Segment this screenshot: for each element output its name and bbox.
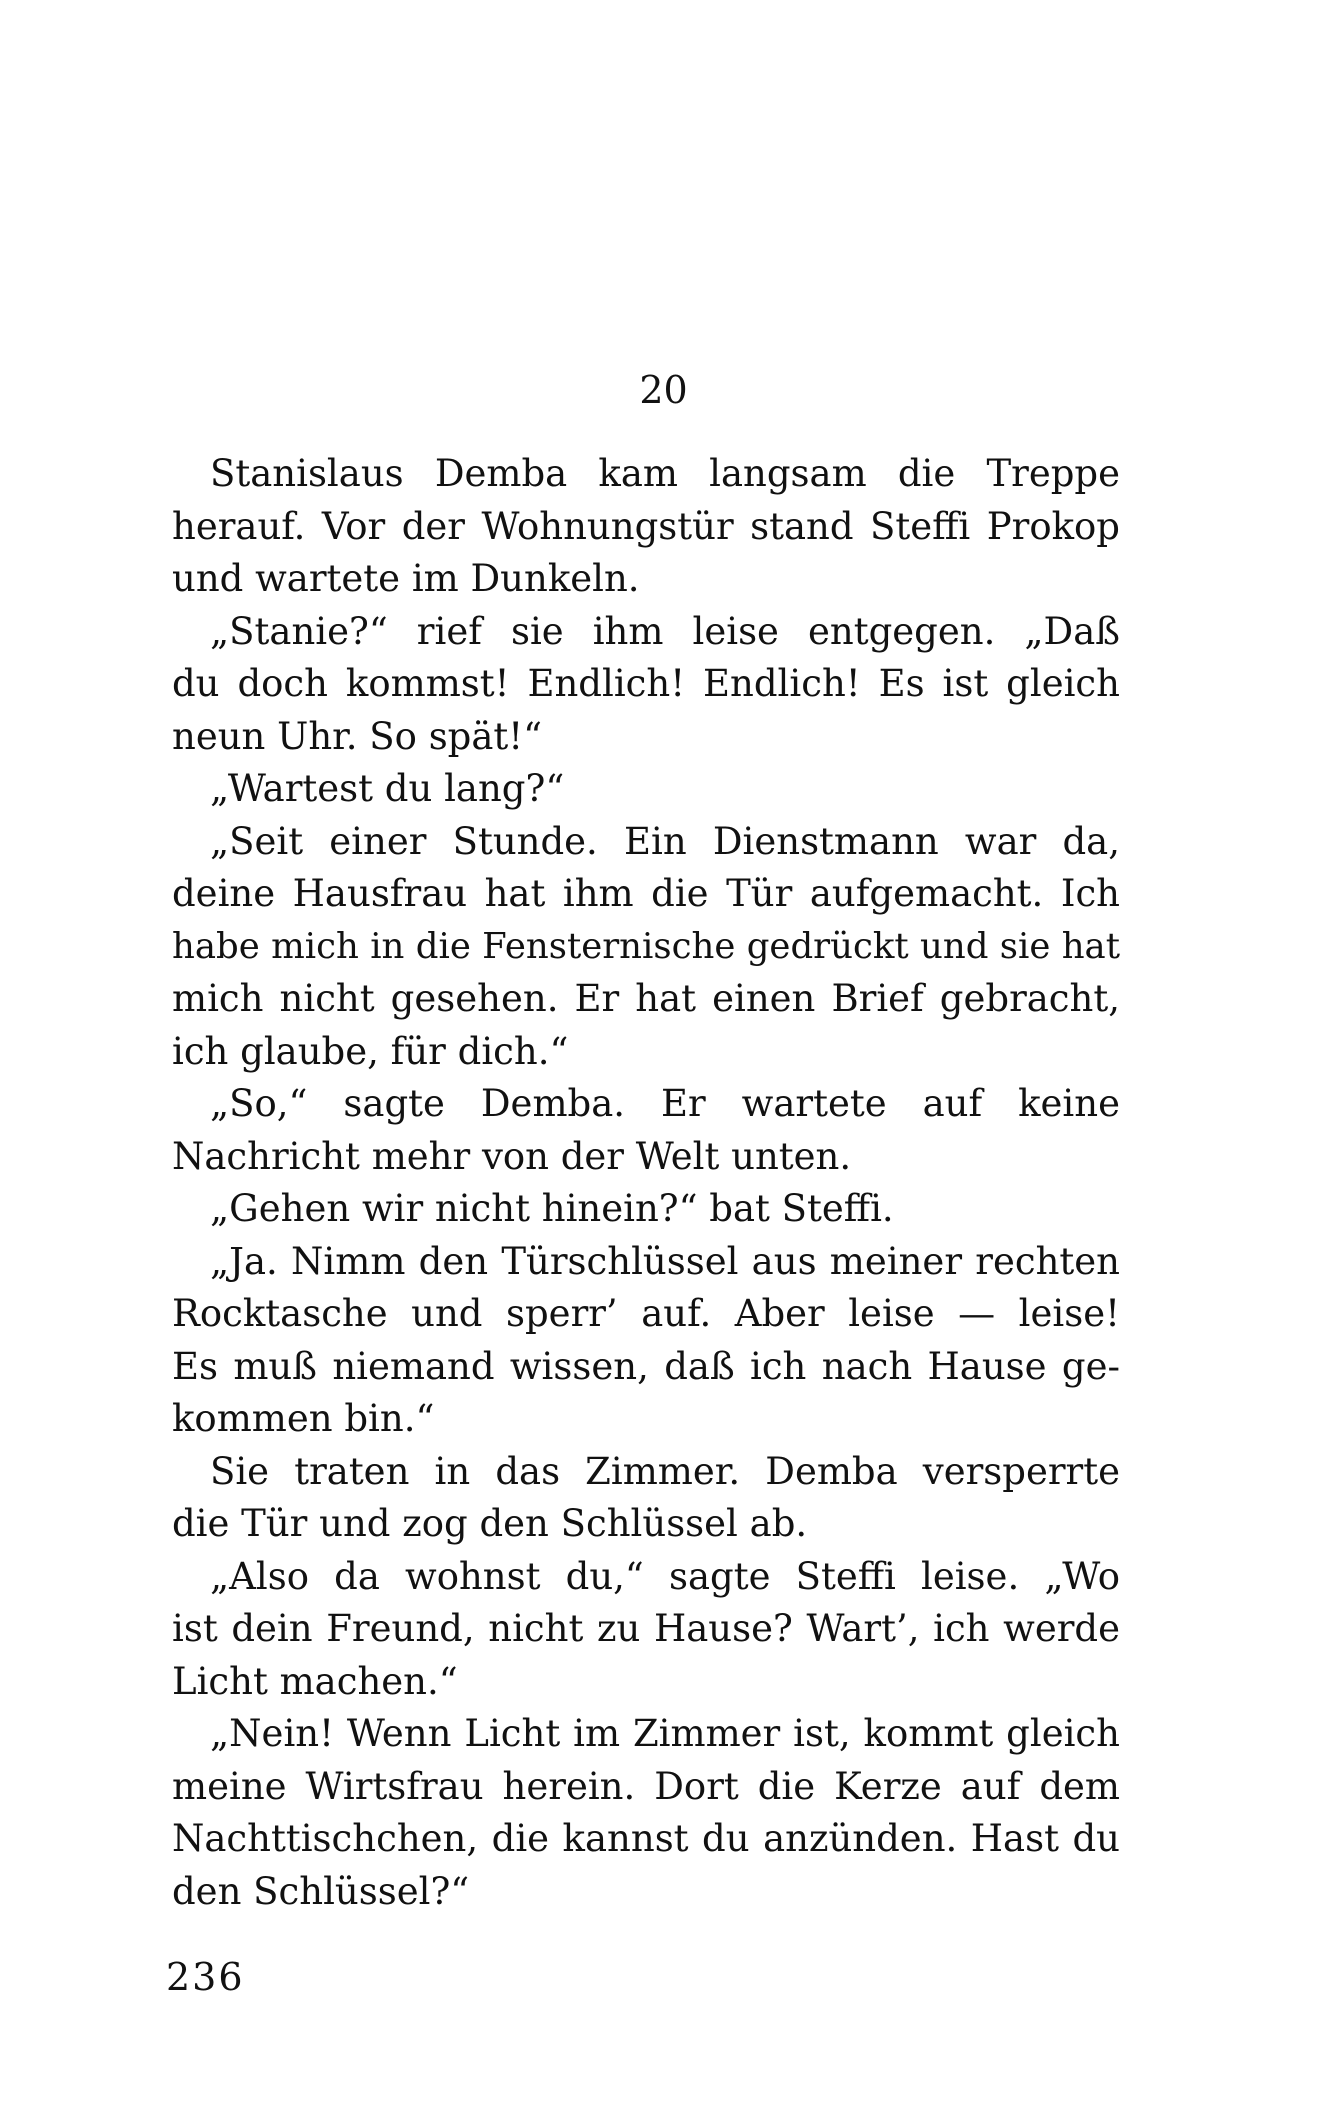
text-line: herauf. Vor der Wohnungstür stand Steffi Prokop	[172, 504, 1120, 548]
text-line: Stanislaus Demba kam langsam die Treppe	[210, 452, 1120, 495]
text-line: Licht machen.“	[172, 1659, 458, 1703]
text-line: Sie traten in das Zimmer. Demba versperrte	[210, 1449, 1120, 1493]
text-line: „Gehen wir nicht hinein?“ bat Steffi.	[210, 1187, 894, 1230]
text-line: „Wartest du lang?“	[210, 767, 565, 810]
page-number: 20	[639, 368, 688, 412]
text-line: ich glaube, für dich.“	[172, 1029, 569, 1073]
text-line: „Also da wohnst du,“ sagte Steffi leise. „Wo	[210, 1554, 1120, 1598]
text-line: neun Uhr. So spät!“	[172, 714, 543, 758]
text-line: „Stanie?“ rief sie ihm leise entgegen. „Daß	[210, 609, 1120, 653]
text-line: du doch kommst! Endlich! Endlich! Es ist gleich	[172, 662, 1120, 705]
text-line: „Seit einer Stunde. Ein Dienstmann war da,	[210, 819, 1120, 863]
text-line: Es muß niemand wissen, daß ich nach Hause ge-	[172, 1344, 1120, 1388]
body-text	[172, 448, 1120, 1918]
text-line: ist dein Freund, nicht zu Hause? Wart’, ich werde	[172, 1607, 1120, 1650]
text-line: „Nein! Wenn Licht im Zimmer ist, kommt gleich	[210, 1712, 1120, 1755]
text-line: deine Hausfrau hat ihm die Tür aufgemacht. Ich	[172, 872, 1120, 915]
text-line: meine Wirtsfrau herein. Dort die Kerze auf dem	[172, 1764, 1120, 1808]
text-line: Nachricht mehr von der Welt unten.	[172, 1134, 852, 1178]
text-line: Nachttischchen, die kannst du anzünden. Hast du	[172, 1817, 1120, 1860]
text-line: „Ja. Nimm den Türschlüssel aus meiner rechten	[210, 1239, 1120, 1283]
text-line: habe mich in die Fensternische gedrückt und sie hat	[172, 925, 1120, 967]
text-line: mich nicht gesehen. Er hat einen Brief gebracht,	[172, 977, 1120, 1020]
text-line: den Schlüssel?“	[172, 1869, 470, 1913]
text-line: die Tür und zog den Schlüssel ab.	[172, 1502, 808, 1545]
text-line: kommen bin.“	[172, 1397, 435, 1440]
text-line: „So,“ sagte Demba. Er wartete auf keine	[210, 1082, 1120, 1125]
text-line: und wartete im Dunkeln.	[172, 557, 640, 600]
printer-signature-mark: 236	[166, 1955, 245, 1999]
text-line: Rocktasche und sperr’ auf. Aber leise — leise!	[172, 1292, 1120, 1335]
